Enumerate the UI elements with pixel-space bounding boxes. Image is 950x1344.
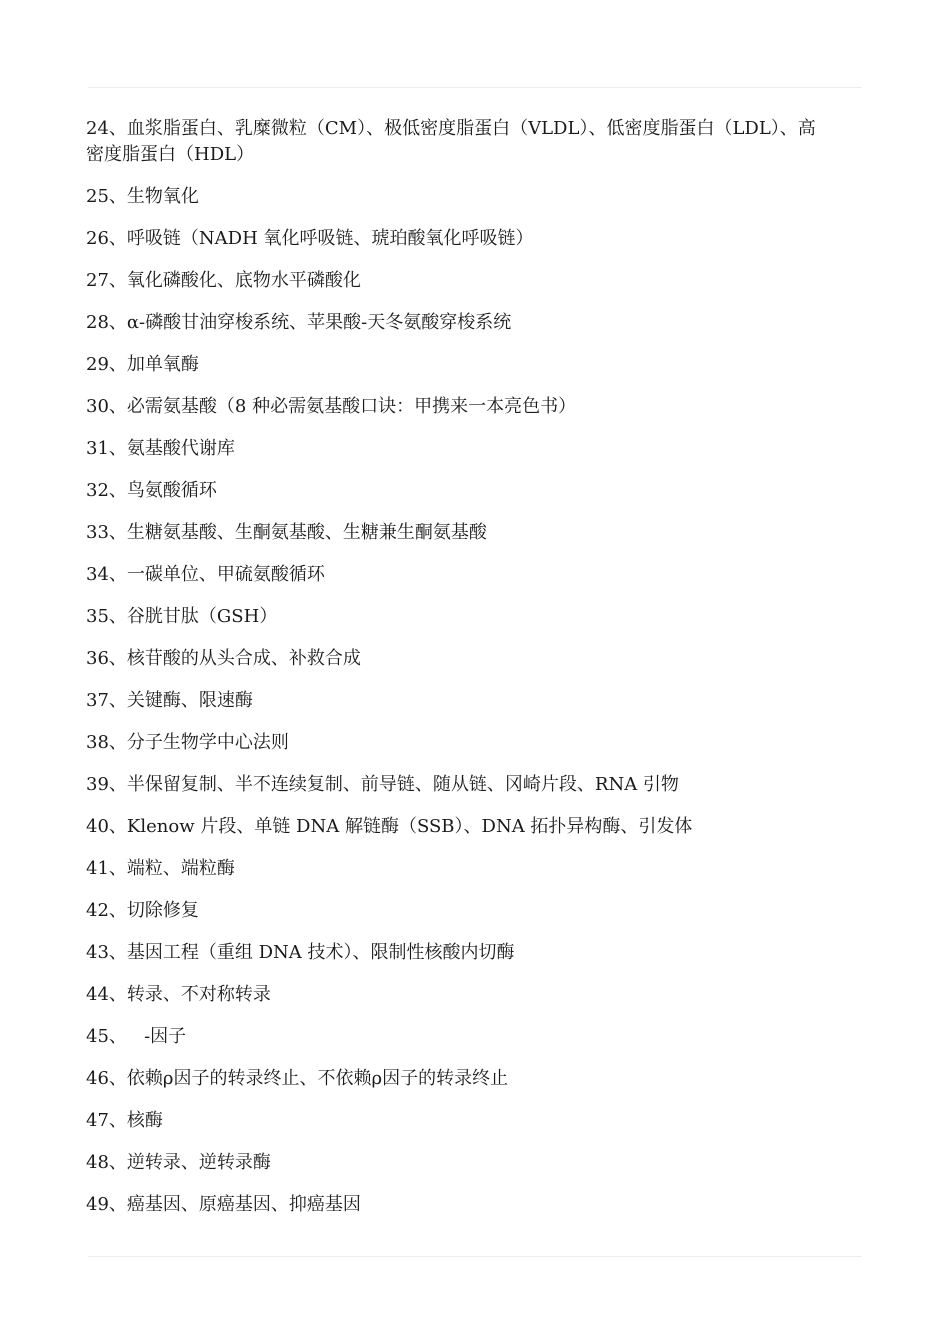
page-bottom-rule bbox=[88, 1256, 862, 1257]
list-item: 30、必需氨基酸（8 种必需氨基酸口诀：甲携来一本亮色书） bbox=[86, 396, 577, 417]
list-item: 47、核酶 bbox=[86, 1110, 163, 1131]
page-top-rule bbox=[88, 87, 862, 88]
list-item: 49、癌基因、原癌基因、抑癌基因 bbox=[86, 1194, 361, 1215]
list-item: 27、氧化磷酸化、底物水平磷酸化 bbox=[86, 270, 361, 291]
list-item: 45、 -因子 bbox=[86, 1026, 187, 1047]
list-item: 31、氨基酸代谢库 bbox=[86, 438, 235, 459]
term-list bbox=[86, 116, 816, 1234]
list-item: 46、依赖ρ因子的转录终止、不依赖ρ因子的转录终止 bbox=[86, 1068, 509, 1089]
list-item: 36、核苷酸的从头合成、补救合成 bbox=[86, 648, 361, 669]
list-item: 24、血浆脂蛋白、乳糜微粒（CM）、极低密度脂蛋白（VLDL）、低密度脂蛋白（LDL）、高密度脂蛋白（HDL） bbox=[86, 118, 816, 165]
list-item: 28、α-磷酸甘油穿梭系统、苹果酸-天冬氨酸穿梭系统 bbox=[86, 312, 512, 333]
list-item: 32、鸟氨酸循环 bbox=[86, 480, 217, 501]
list-item: 48、逆转录、逆转录酶 bbox=[86, 1152, 271, 1173]
list-item: 40、Klenow 片段、单链 DNA 解链酶（SSB）、DNA 拓扑异构酶、引发体 bbox=[86, 816, 693, 837]
list-item: 34、一碳单位、甲硫氨酸循环 bbox=[86, 564, 325, 585]
list-item: 42、切除修复 bbox=[86, 900, 199, 921]
list-item: 29、加单氧酶 bbox=[86, 354, 199, 375]
list-item: 35、谷胱甘肽（GSH） bbox=[86, 606, 278, 627]
list-item: 44、转录、不对称转录 bbox=[86, 984, 271, 1005]
list-item: 26、呼吸链（NADH 氧化呼吸链、琥珀酸氧化呼吸链） bbox=[86, 228, 534, 249]
list-item: 25、生物氧化 bbox=[86, 186, 199, 207]
list-item: 38、分子生物学中心法则 bbox=[86, 732, 289, 753]
list-item: 33、生糖氨基酸、生酮氨基酸、生糖兼生酮氨基酸 bbox=[86, 522, 487, 543]
list-item: 41、端粒、端粒酶 bbox=[86, 858, 235, 879]
list-item: 37、关键酶、限速酶 bbox=[86, 690, 253, 711]
list-item: 39、半保留复制、半不连续复制、前导链、随从链、冈崎片段、RNA 引物 bbox=[86, 774, 679, 795]
list-item: 43、基因工程（重组 DNA 技术）、限制性核酸内切酶 bbox=[86, 942, 515, 963]
